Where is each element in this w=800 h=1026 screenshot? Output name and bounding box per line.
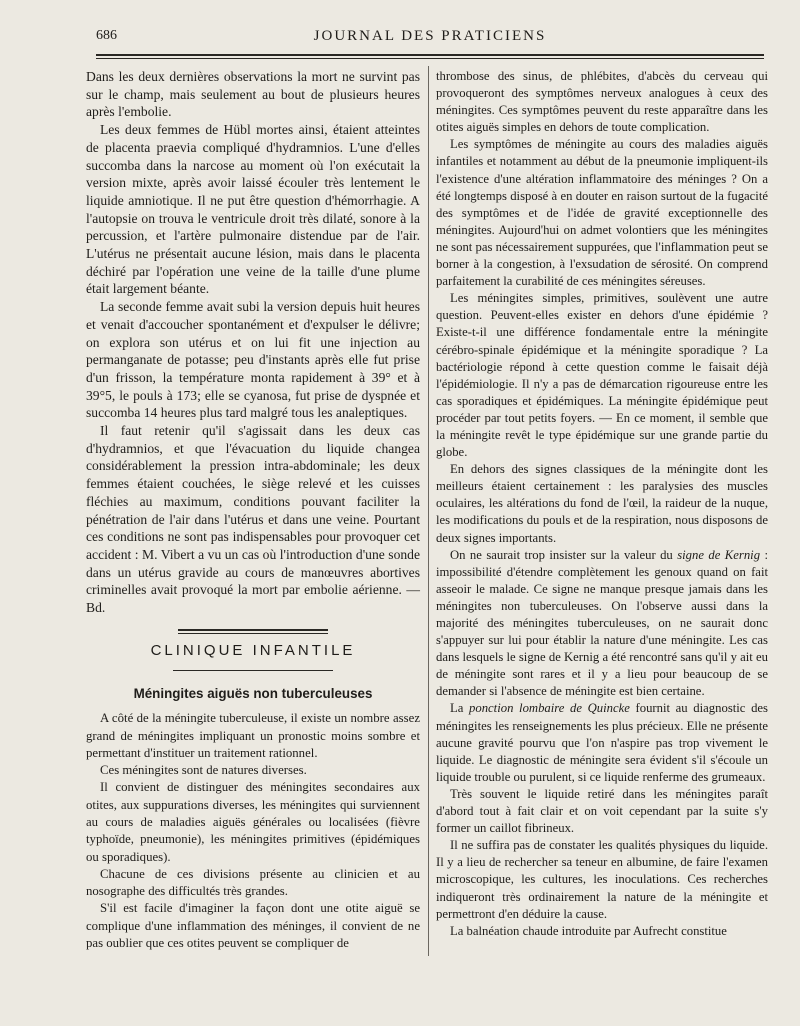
header-rule: [96, 54, 764, 56]
paragraph: thrombose des sinus, de phlébites, d'abcès du cerveau qui provoqueront des symptômes nerveux analogues à ceux des méningites. Ces symptômes peuvent du reste apparaître dans les otites aiguës simples en dehors de toute complication.: [436, 69, 768, 135]
article-body: [86, 710, 420, 952]
paragraph: Les méningites simples, primitives, soulèvent une autre question. Peuvent-elles exister en dehors d'une épidémie ? Existe-t-il une différence fondamentale entre la méningite cérébro-spinale épidémique et la méningite sporadique ? La bactériologie répond à cette question comme le faisait déjà l'épidémiologie. Il n'y a pas de démarcation rigoureuse entre les cas sporadiques et épidémiques. La méningite épidémique peut procéder par tout petits foyers. — En ce moment, il semble que la méningite revêt le type épidémique sur une grande partie du globe.: [436, 291, 768, 460]
section-title: CLINIQUE INFANTILE: [150, 641, 356, 659]
paragraph: Dans les deux dernières observations la mort ne survint pas sur le champ, mais seulement au bout de plusieurs heures après l'embolie.: [86, 69, 420, 120]
paragraph: Très souvent le liquide retiré dans les méningites paraît d'abord tout à fait clair et on voit cependant par la suite s'y former un caillot fibrineux.: [436, 786, 768, 836]
article-title: Méningites aiguës non tuberculeuses: [133, 685, 373, 701]
paragraph: Il convient de distinguer des méningites secondaires aux otites, aux suppurations diverses, les méningites qui surviennent au cours de maladies aiguës générales ou localisées (fièvre typhoïde, pneumonie), les méningites primitives (épidémiques ou sporadiques).: [86, 780, 420, 864]
paragraph: Les symptômes de méningite au cours des maladies aiguës infantiles et notamment au début de la pneumonie impliquent-ils l'existence d'une altération inflammatoire des méninges ? On a été longtemps disposé à en douter en raison surtout de la fugacité des symptômes et de l'idée de gravité exceptionnelle des méningites. Aujourd'hui on admet volontiers que les méningites ne sont pas nécessairement suppurées, que l'inflammation peut se borner à la congestion, à l'exsudation de sérosité. On comprend parfaitement la curabilité de ces méningites séreuses.: [436, 137, 768, 289]
paragraph: La balnéation chaude introduite par Aufrecht constitue: [450, 923, 727, 938]
italic-term: ponction lombaire de Quincke: [469, 701, 630, 716]
section-separator: [178, 629, 328, 634]
text-run: La: [450, 701, 470, 716]
paragraph: S'il est facile d'imaginer la façon dont une otite aiguë se complique d'une inflammation des méninges, il convient de ne pas oublier que ces otites peuvent se compliquer de: [86, 901, 420, 951]
journal-title: JOURNAL DES PRATICIENS: [313, 28, 547, 44]
paragraph: [436, 547, 768, 701]
paragraph: Il ne suffira pas de constater les qualités physiques du liquide. Il y a lieu de rechercher sa teneur en albumine, de faire l'examen microscopique, les cultures, les inoculations. Ces recherches indiqueront très ordinairement la nature de la méningite et permettront d'en déduire la cause.: [436, 838, 768, 921]
paragraph: Il faut retenir qu'il s'agissait dans les deux cas d'hydramnios, et que l'évacuation du liquide changea considérablement la pression intra-abdominale; les deux femmes étaient couchées, le siège relevé et les cuisses fléchies au maximum, conditions pouvant faciliter la pénétration de l'air dans l'utérus et dans une veine. Pourtant ces conditions ne sont pas indispensables pour provoquer cet accident : M. Vibert a vu un cas où l'introduction d'une sonde dans un utérus gravide au cours de manœuvres abortives criminelles avait provoqué la mort par embolie aérienne. — Bd.: [86, 423, 420, 616]
text-run: fournit au diagnostic des méningites les renseignements les plus précieux. Elle ne présente aucune gravité pourvu que l'on n'aspire pas trop vivement le liquide. Le diagnostic de méningite sera évident s'il s'écoule un liquide trouble ou purulent, si ce liquide renferme des grumeaux.: [436, 701, 768, 784]
paragraph: A côté de la méningite tuberculeuse, il existe un nombre assez grand de méningites impliquant un pronostic moins sombre et permettant d'instituer un traitement rationnel.: [86, 711, 420, 760]
paragraph: Les deux femmes de Hübl mortes ainsi, étaient atteintes de placenta praevia compliqué d'hydramnios. L'une d'elles succomba dans la narcose au moment où l'on exécutait la version mixte, après avoir laissé écouler très lentement le liquide amniotique. Il ne put être question d'hémorrhagie. A l'autopsie on trouva le ventricule droit très dilaté, sonore à la percussion, et l'artère pulmonaire distendue par de l'air. L'utérus ne présentait aucune lésion, mais dans le placenta déchiré par l'opération une veine de la taille d'une plume était largement béante.: [86, 122, 420, 297]
paragraph: Ces méningites sont de natures diverses.: [100, 763, 307, 778]
text-run: On ne saurait trop insister sur la valeur du: [450, 547, 678, 562]
right-column: [436, 68, 768, 940]
column-divider: [428, 66, 429, 956]
left-column: [86, 68, 420, 952]
page-number: 686: [96, 28, 117, 43]
text-run: : impossibilité d'étendre complètement les genoux quand on fait asseoir le malade. Ce signe ne manque presque jamais dans les méningites non tuberculeuses. On l'observe aussi dans la majorité des méningites tuberculeuses, on ne saurait donc s'appuyer sur lui pour établir la nature d'une méningite. Les cas dans lesquels le signe de Kernig a été rencontré sans qu'il y ait eu de méningite sont rares et il y a lieu pour beaucoup de se demander si l'absence de méningite est bien certaine.: [436, 547, 768, 699]
paragraph: [436, 700, 768, 785]
paragraph: La seconde femme avait subi la version depuis huit heures et venait d'accoucher spontanément et d'expulser le délivre; on explora son utérus et on lui fit une injection au permanganate de potasse; peu d'instants après elle fut prise d'un frisson, la température monta rapidement à 39° et à 39°5, le pouls à 173; elle se cyanosa, fut prise de dyspnée et succomba 14 heures plus tard malgré tous les analeptiques.: [86, 299, 420, 421]
section-separator-thin: [173, 670, 333, 671]
italic-term: signe de Kernig: [677, 547, 761, 562]
paragraph: Chacune de ces divisions présente au clinicien et au nosographe des difficultés très grandes.: [86, 866, 420, 899]
page-header: [96, 28, 764, 50]
header-rule-thin: [96, 58, 764, 59]
paragraph: En dehors des signes classiques de la méningite dont les meilleurs étaient certainement : les paralysies des muscles oculaires, les altérations du fond de l'œil, la raideur de la nuque, les modifications du pouls et de la respiration, nous disposons de deux signes importants.: [436, 462, 768, 545]
